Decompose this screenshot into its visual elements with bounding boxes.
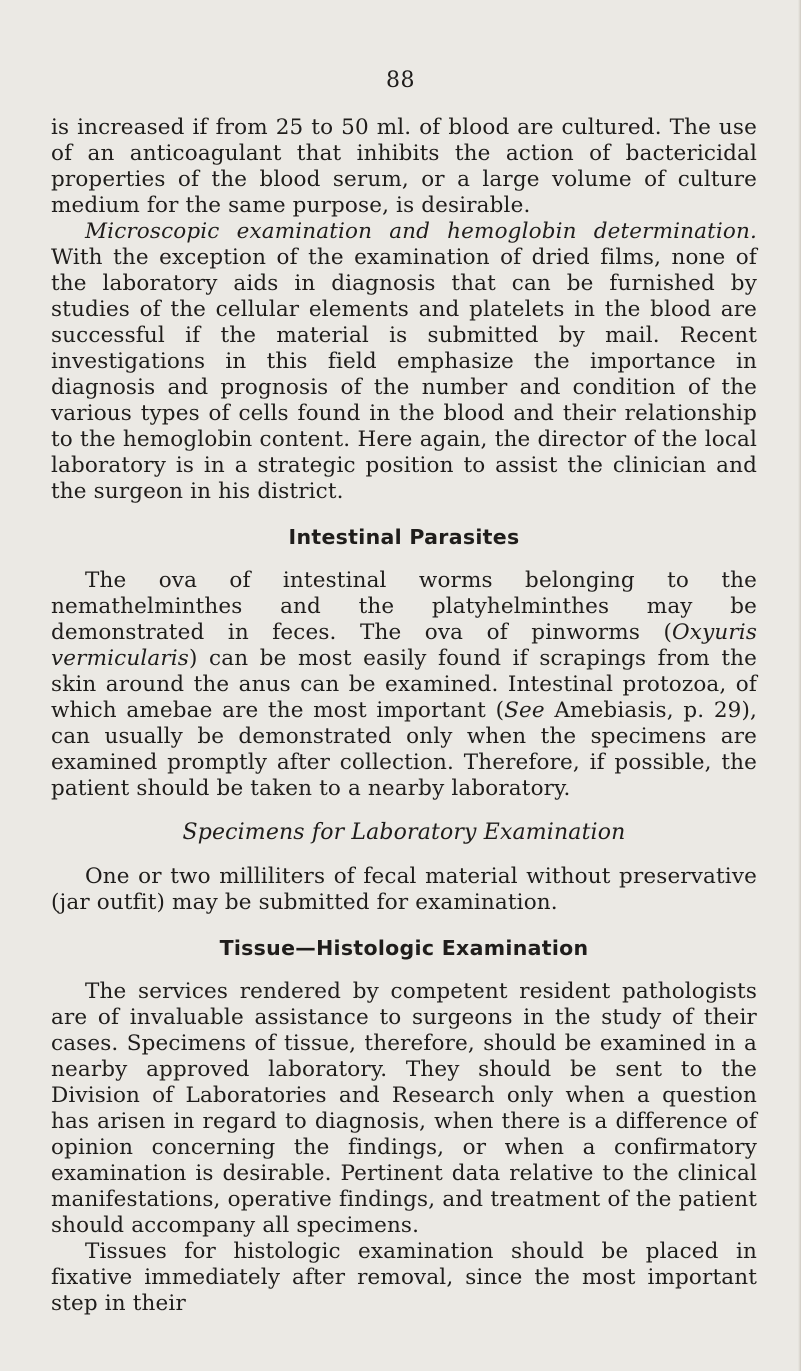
parasites-text-a: The ova of intestinal worms belonging to the nemathelminthes and the platyhelminthes may be demonstrated in feces. The ova of pinworms ( bbox=[51, 568, 757, 645]
paragraph-intestinal-parasites bbox=[51, 568, 757, 802]
section-heading-intestinal-parasites: Intestinal Parasites bbox=[288, 525, 520, 549]
subheading-specimens: Specimens for Laboratory Examination bbox=[182, 820, 626, 845]
page-body bbox=[51, 115, 757, 1317]
paragraph-microscopic-examination bbox=[51, 219, 757, 505]
section-heading-tissue-histologic: Tissue—Histologic Examination bbox=[219, 936, 589, 960]
page-number: 88 bbox=[386, 68, 415, 93]
parasites-species-name: Oxyuris vermicularis bbox=[51, 620, 757, 671]
paragraph-blood-culture: is increased if from 25 to 50 ml. of blood are cultured. The use of an anticoagulant that inhibits the action of bactericidal properties of the blood serum, or a large volume of culture medium for the same purpose, is desirable. bbox=[51, 115, 757, 218]
paragraph-tissue-fixative: Tissues for histologic examination should be placed in fixative immediately after removal, since the most important step in their bbox=[51, 1239, 757, 1316]
paragraph-microscopic-body: With the exception of the examination of dried films, none of the laboratory aids in diagnosis that can be furnished by studies of the cellular elements and platelets in the blood are successful if the material is submitted by mail. Recent investigations in this field emphasize the importance in diagnosis and prognosis of the number and condition of the various types of cells found in the blood and their relationship to the hemoglobin content. Here again, the director of the local laboratory is in a strategic position to assist the clinician and the surgeon in his district. bbox=[51, 245, 757, 504]
parasites-text-b: ) can be most easily found if scrapings from the skin around the anus can be examined. Intestinal protozoa, of which amebae are the most important ( bbox=[51, 646, 757, 723]
paragraph-fecal-specimens: One or two milliliters of fecal material without preservative (jar outfit) may be submitted for examination. bbox=[51, 864, 757, 915]
parasites-see-reference: See bbox=[504, 698, 545, 723]
parasites-text-c: Amebiasis, p. 29), can usually be demonstrated only when the specimens are examined promptly after collection. Therefore, if possible, the patient should be taken to a nearby laboratory. bbox=[51, 698, 757, 801]
run-in-heading-microscopic: Microscopic examination and hemoglobin determination. bbox=[85, 219, 757, 244]
paragraph-pathologist-services: The services rendered by competent resident pathologists are of invaluable assistance to surgeons in the study of their cases. Specimens of tissue, therefore, should be examined in a nearby approved laboratory. They should be sent to the Division of Laboratories and Research only when a question has arisen in regard to diagnosis, when there is a difference of opinion concerning the findings, or when a confirmatory examination is desirable. Pertinent data relative to the clinical manifestations, operative findings, and treatment of the patient should accompany all specimens. bbox=[51, 979, 757, 1238]
